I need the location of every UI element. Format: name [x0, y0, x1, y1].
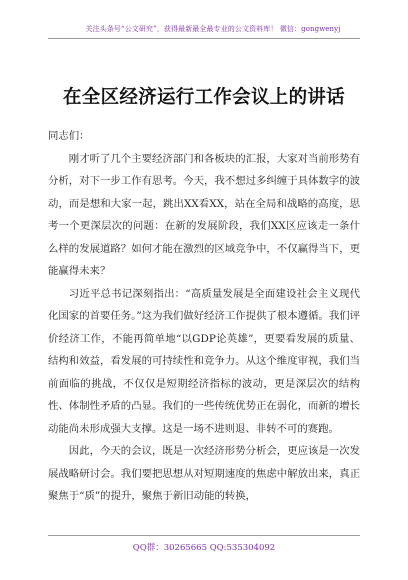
- document-body: [48, 125, 360, 508]
- header-divider: [48, 38, 360, 39]
- body-paragraph: 刚才听了几个主要经济部门和各板块的汇报，大家对当前形势有分析，对下一步工作有思考。今天，我不想过多纠缠于具体数字的波动，而是想和大家一起，跳出XX看XX，站在全局和战略的高度，思考一个更深层次的问题：在新的发展阶段，我们XX区应该走一条什么样的发展道路？如何才能在激烈的区域竞争中，不仅赢得当下，更能赢得未来？: [48, 152, 360, 277]
- footer-divider: [48, 535, 360, 536]
- salutation: 同志们：: [48, 130, 90, 142]
- page-header-note: 关注头条号“公文研究”，获得最新最全最专业的公文资料库！ 微信：gongwenyj: [85, 25, 341, 33]
- body-paragraph: 因此，今天的会议，既是一次经济形势分析会，更应该是一次发展战略研讨会。我们要把思想从对短期速度的焦虑中解放出来，真正聚焦于“质”的提升，聚焦于新旧动能的转换，: [48, 445, 360, 502]
- page-footer-note: QQ群：30265665 QQ:535304092: [132, 543, 276, 553]
- body-paragraph: 习近平总书记深刻指出：“高质量发展是全面建设社会主义现代化国家的首要任务。”这为我们做好经济工作提供了根本遵循。我们评价经济工作，不能再简单地“以GDP论英雄”，更要看发展的质量、结构和效益，看发展的可持续性和竞争力。从这个维度审视，我们当前面临的挑战，不仅仅是短期经济指标的波动，更是深层次的结构性、体制性矛盾的凸显。我们的一些传统优势正在弱化，而新的增长动能尚未形成强大支撑。这是一场不进则退、非转不可的赛跑。: [48, 287, 360, 435]
- document-title: 在全区经济运行工作会议上的讲话: [62, 87, 345, 108]
